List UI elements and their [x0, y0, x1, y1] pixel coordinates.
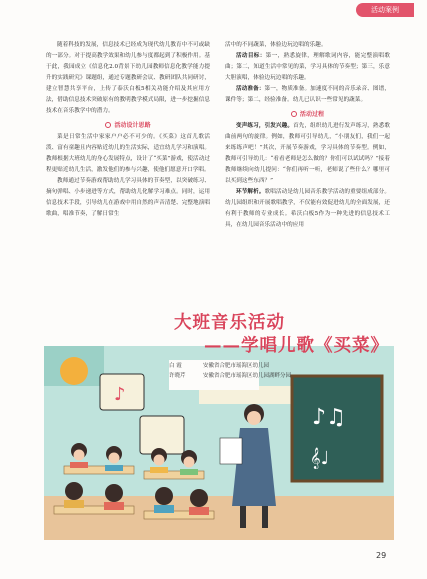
design-paragraph-2: 教师通过节奏游戏帮助幼儿学习具体的节奏型，以突破练习、摘句弹唱、小步递进等方式，帮助幼儿化解学习难点。同时，运用信息技术手段，引导幼儿在游戏中用自然的声音清楚、完整地演唱歌曲，唱准节奏，了解日常生 — [46, 178, 210, 217]
prep-paragraph: 活动准备：第一，物质准备。加速度不同的音乐录音、图谱，课件等；第二，经验准备。幼儿已认识一些常见的蔬菜。 — [225, 86, 390, 103]
section-heading-design: 活动设计思路 — [46, 119, 210, 131]
continued-paragraph: 活中的不同蔬菜，体验边玩边唱的乐趣。 — [225, 42, 327, 48]
music-note-icon — [105, 122, 111, 128]
step1-paragraph: 变声练习，引发兴趣。首先，组织幼儿进行发声练习，熟悉歌曲前两句的旋律。例如，教师可引导幼儿，“小朋友们，我们一起来练练声吧！”其次，开展节奏游戏，学习具体的节奏型。例如，教师可引导幼儿：“看看老师是怎么做的？你们可以试试吗？”接着教师继续向幼儿提问：“你们再听一听，老师说了些什么？哪里可以买到这些东西？” — [225, 123, 390, 184]
page-number: 29 — [376, 551, 387, 560]
goal-paragraph: 活动目标：第一，熟悉旋律，理解歌词内容，能完整演唱歌曲；第二，知道生活中常见的菜，学习具体的节奏型；第三，乐意大胆演唱，体验边玩边唱的乐趣。 — [225, 53, 390, 81]
intro-paragraph: 随着科技的发展，信息技术已经成为现代幼儿教育中不可或缺的一部分。对于提高教学效果和幼儿参与度都起到了积极作用。基于此，我园成立《信息化2.0背景下幼儿园教师信息化教学能力提升的实践研究》课题组，通过专题教研会议、教研团队共同研讨，建立智慧共享平台，上传了泰沃白板5相关功能介绍及其应用方法，借助信息技术突破原有的教明教学模式局限，进一步挖掘信息技术在音乐教学中的潜力。 — [46, 42, 210, 114]
svg-text:♪: ♪ — [114, 384, 126, 405]
right-column — [225, 40, 390, 231]
analysis-paragraph: 环节解析。歌唱活动是幼儿园音乐教学活动的重要组成部分。幼儿园组织和开展歌唱教学，不仅能有效促进幼儿的全面发展，还有利于教师的专业成长。希沃白板5作为一种先进的信息技术工具，在幼儿园音乐活动中的应用 — [225, 189, 390, 228]
svg-text:𝄞♩: 𝄞♩ — [310, 448, 330, 469]
music-note-icon — [291, 111, 297, 117]
article-subtitle: ——学唱儿歌《买菜》 — [204, 336, 389, 356]
author-2: 许晓芹 安徽省合肥市瑶海区幼儿园湖畔分园 — [169, 373, 292, 379]
article-title: 大班音乐活动 — [174, 313, 285, 333]
section-tag: 活动案例 — [356, 3, 414, 17]
author-byline — [169, 361, 291, 381]
left-column — [46, 40, 210, 220]
design-paragraph-1: 菜是日常生活中家家户户必不可少的。《买菜》这首儿歌活泼、富有童趣且内容贴近幼儿的生活实际，适宜幼儿学习和演唱。教师根据大班幼儿的身心发展特点，设计了“买菜”游戏，使活动过程更贴近幼儿生活，激发他们的参与兴趣，使他们愿意开口学唱。 — [46, 134, 210, 173]
svg-text:♪♫: ♪♫ — [312, 405, 346, 430]
section-heading-process: 活动过程 — [225, 108, 390, 120]
author-1: 白 霞 安徽省合肥市瑶海区幼儿园 — [169, 363, 270, 369]
